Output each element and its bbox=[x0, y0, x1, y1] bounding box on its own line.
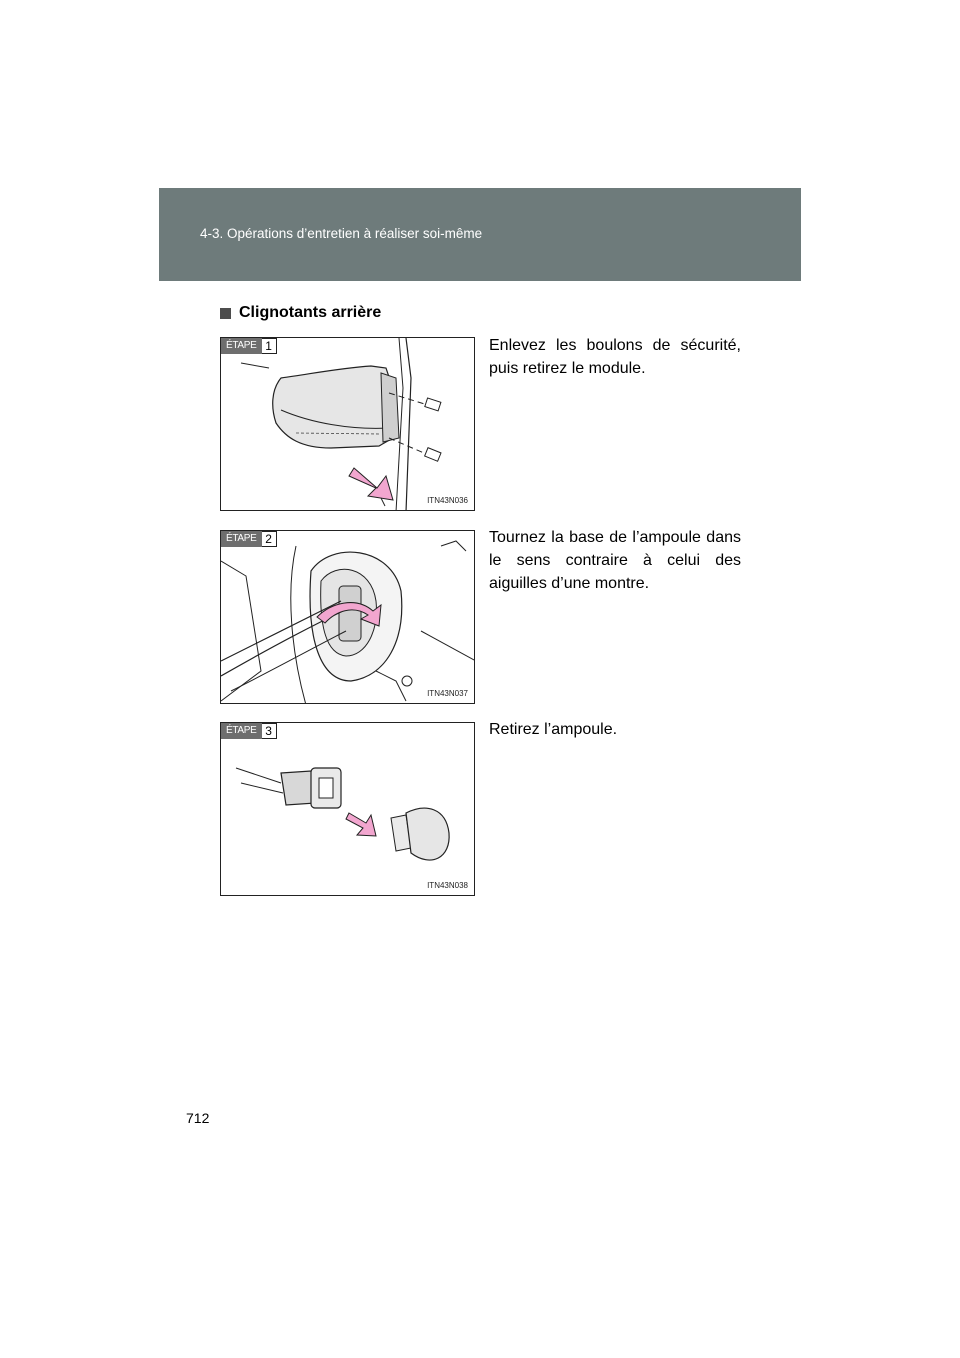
chapter-title: 4-3. Opérations d’entretien à réaliser soi-même bbox=[200, 226, 483, 241]
figure-code: ITN43N038 bbox=[427, 881, 468, 890]
step-badge-number: 1 bbox=[262, 338, 277, 354]
step-2-text: Tournez la base de l’ampoule dans le sens contraire à celui des aiguilles d’une montre. bbox=[489, 529, 741, 592]
step-3-text: Retirez l’ampoule. bbox=[489, 721, 618, 738]
step-badge-number: 3 bbox=[262, 723, 277, 739]
step-badge-label: ÉTAPE bbox=[221, 531, 262, 547]
figure-code: ITN43N037 bbox=[427, 689, 468, 698]
page-number: 712 bbox=[186, 1110, 210, 1126]
figure-step-1 bbox=[220, 337, 475, 511]
figure-code: ITN43N036 bbox=[427, 496, 468, 505]
tail-lamp-removal-illustration bbox=[221, 338, 475, 511]
bulb-removal-illustration bbox=[221, 723, 475, 896]
step-badge-number: 2 bbox=[262, 531, 277, 547]
section-title-text: Clignotants arrière bbox=[239, 304, 382, 321]
step-badge bbox=[221, 338, 277, 354]
bulb-socket-twist-illustration bbox=[221, 531, 475, 704]
step-badge-label: ÉTAPE bbox=[221, 338, 262, 354]
step-badge bbox=[221, 723, 277, 739]
step-badge-label: ÉTAPE bbox=[221, 723, 262, 739]
figure-step-3 bbox=[220, 722, 475, 896]
bullet-square-icon bbox=[220, 308, 231, 319]
chapter-header bbox=[159, 188, 801, 281]
step-1-text: Enlevez les boulons de sécurité, puis retirez le module. bbox=[489, 337, 741, 377]
section-title bbox=[220, 304, 381, 322]
step-badge bbox=[221, 531, 277, 547]
figure-step-2 bbox=[220, 530, 475, 704]
